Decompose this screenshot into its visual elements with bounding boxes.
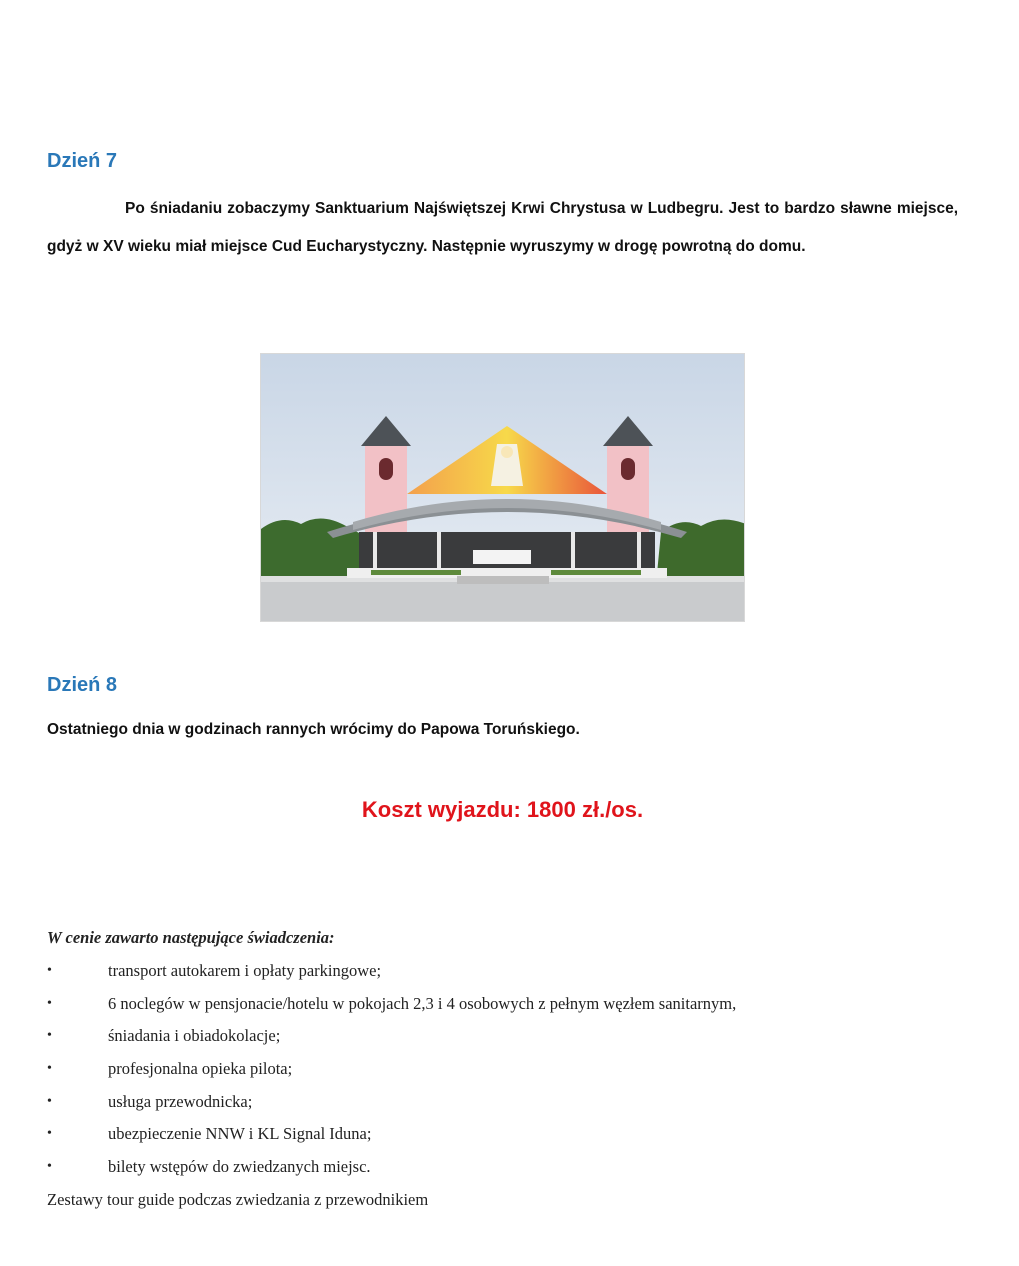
day-7-heading: Dzień 7 xyxy=(47,150,118,172)
church-photo xyxy=(260,353,745,622)
bullet-icon: • xyxy=(47,1159,52,1175)
list-item-text: ubezpieczenie NNW i KL Signal Iduna; xyxy=(108,1124,372,1144)
bullet-icon: • xyxy=(47,1061,52,1077)
bullet-icon: • xyxy=(47,1093,52,1109)
list-item-text: bilety wstępów do zwiedzanych miejsc. xyxy=(108,1157,371,1177)
day-8-heading: Dzień 8 xyxy=(47,674,118,696)
day-7-description: Po śniadaniu zobaczymy Sanktuarium Najświętszej Krwi Chrystusa w Ludbegru. Jest to bardzo sławne miejsce, gdyż w XV wieku miał miejsce Cud Eucharystyczny. Następnie wyruszymy w drogę powrotną do domu. xyxy=(47,200,958,255)
bullet-icon: • xyxy=(47,995,52,1011)
day-8-description: Ostatniego dnia w godzinach rannych wrócimy do Papowa Toruńskiego. xyxy=(47,721,580,738)
trip-cost: Koszt wyjazdu: 1800 zł./os. xyxy=(361,797,644,822)
bullet-icon: • xyxy=(47,1126,52,1142)
list-item-text: 6 noclegów w pensjonacie/hotelu w pokojach 2,3 i 4 osobowych z pełnym węzłem sanitarnym, xyxy=(108,993,737,1013)
bullet-icon: • xyxy=(47,1028,52,1044)
list-item-text: transport autokarem i opłaty parkingowe; xyxy=(108,961,382,980)
bullet-icon: • xyxy=(47,963,52,978)
list-item-text: profesjonalna opieka pilota; xyxy=(108,1059,293,1079)
tour-guide-note: Zestawy tour guide podczas zwiedzania z przewodnikiem xyxy=(47,1190,429,1209)
list-item-text: śniadania i obiadokolacje; xyxy=(108,1026,281,1046)
included-services-title: W cenie zawarto następujące świadczenia: xyxy=(47,928,335,947)
list-item-text: usługa przewodnicka; xyxy=(108,1091,253,1111)
